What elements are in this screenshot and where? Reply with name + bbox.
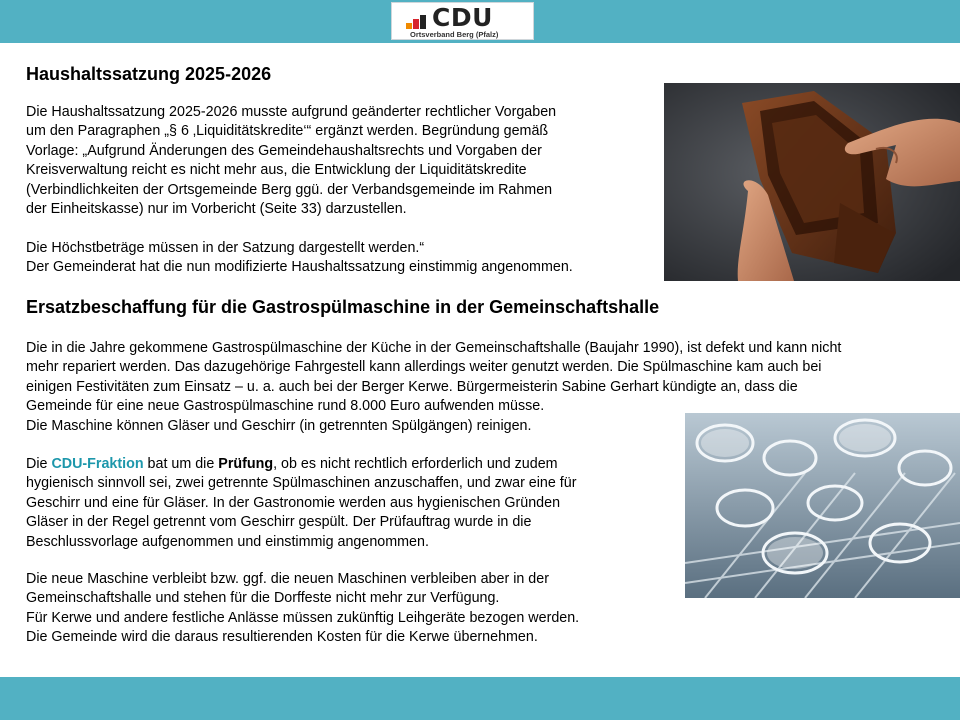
text-line: einigen Festivitäten zum Einsatz – u. a. auch bei der Berger Kerwe. Bürgermeisterin Sabine Gerhart kündigte an, dass die: [26, 378, 798, 395]
section-title-dishwasher: Ersatzbeschaffung für die Gastrospülmaschine in der Gemeinschaftshalle: [26, 297, 660, 317]
logo-text: CDU: [432, 3, 493, 32]
cdu-logo: [391, 2, 534, 40]
text-line: Gemeinschaftshalle und stehen für die Dorffeste nicht mehr zur Verfügung.: [26, 590, 500, 607]
text-line: Beschlussvorlage aufgenommen und einstimmig angenommen.: [26, 533, 429, 550]
text-line: um den Paragraphen „§ 6 ‚Liquiditätskredite‘“ ergänzt werden. Begründung gemäß: [26, 123, 549, 140]
logo-bars-icon: [406, 15, 430, 29]
text-line: Die neue Maschine verbleibt bzw. ggf. die neuen Maschinen verbleiben aber in der: [26, 571, 549, 587]
dishwasher-glasses-photo: [685, 413, 960, 598]
text-line: mehr repariert werden. Das dazugehörige Fahrgestell kann allerdings weiter genutzt werden. Die Spülmaschine kam auch bei: [26, 359, 822, 376]
text-line: Die CDU-Fraktion bat um die Prüfung, ob es nicht rechtlich erforderlich und zudem: [26, 456, 558, 472]
text-line: Gemeinde für eine neue Gastrospülmaschine rund 8.000 Euro aufwenden müsse.: [26, 398, 545, 415]
cdu-fraktion-highlight: CDU-Fraktion: [51, 456, 144, 472]
logo-subtitle: Ortsverband Berg (Pfalz): [410, 30, 499, 39]
pruefung-highlight: Prüfung: [218, 456, 274, 472]
section-title-budget: Haushaltssatzung 2025-2026: [26, 64, 272, 84]
text-line: Die Gemeinde wird die daraus resultierenden Kosten für die Kerwe übernehmen.: [26, 629, 538, 646]
text-line: der Einheitskasse) nur im Vorbericht (Seite 33) darzustellen.: [26, 201, 407, 218]
text-line: Die Höchstbeträge müssen in der Satzung dargestellt werden.“: [26, 239, 425, 256]
text-line: hygienisch sinnvoll sei, zwei getrennte Spülmaschinen anzuschaffen, und zwar eine für: [26, 475, 577, 492]
machine-location-paragraph: [26, 570, 579, 648]
empty-wallet-photo: [664, 83, 960, 281]
text-line: (Verbindlichkeiten der Ortsgemeinde Berg ggü. der Verbandsgemeinde im Rahmen: [26, 181, 553, 198]
text-line: Kreisverwaltung reicht es nicht mehr aus, die Entwicklung der Liquiditätskredite: [26, 162, 527, 179]
text-line: Die in die Jahre gekommene Gastrospülmaschine der Küche in der Gemeinschaftshalle (Baujahr 1990), ist defekt und kann nicht: [26, 340, 842, 356]
text-line: Der Gemeinderat hat die nun modifizierte Haushaltssatzung einstimmig angenommen.: [26, 259, 573, 276]
section-body-budget: [26, 103, 573, 278]
text-line: Die Maschine können Gläser und Geschirr (in getrennten Spülgängen) reinigen.: [26, 417, 532, 434]
text-line: Die Haushaltssatzung 2025-2026 musste aufgrund geänderter rechtlicher Vorgaben: [26, 104, 557, 120]
cdu-request-paragraph: [26, 455, 577, 552]
text-line: Für Kerwe und andere festliche Anlässe müssen zukünftig Leihgeräte bezogen werden.: [26, 609, 580, 626]
text-line: Geschirr und eine für Gläser. In der Gastronomie werden aus hygienischen Gründen: [26, 494, 561, 511]
text-line: Vorlage: „Aufgrund Änderungen des Gemeindehaushaltsrechts und Vorgaben der: [26, 142, 542, 159]
text-line: Gläser in der Regel getrennt vom Geschirr gespült. Der Prüfauftrag wurde in die: [26, 514, 532, 531]
footer-bar: [0, 677, 960, 720]
